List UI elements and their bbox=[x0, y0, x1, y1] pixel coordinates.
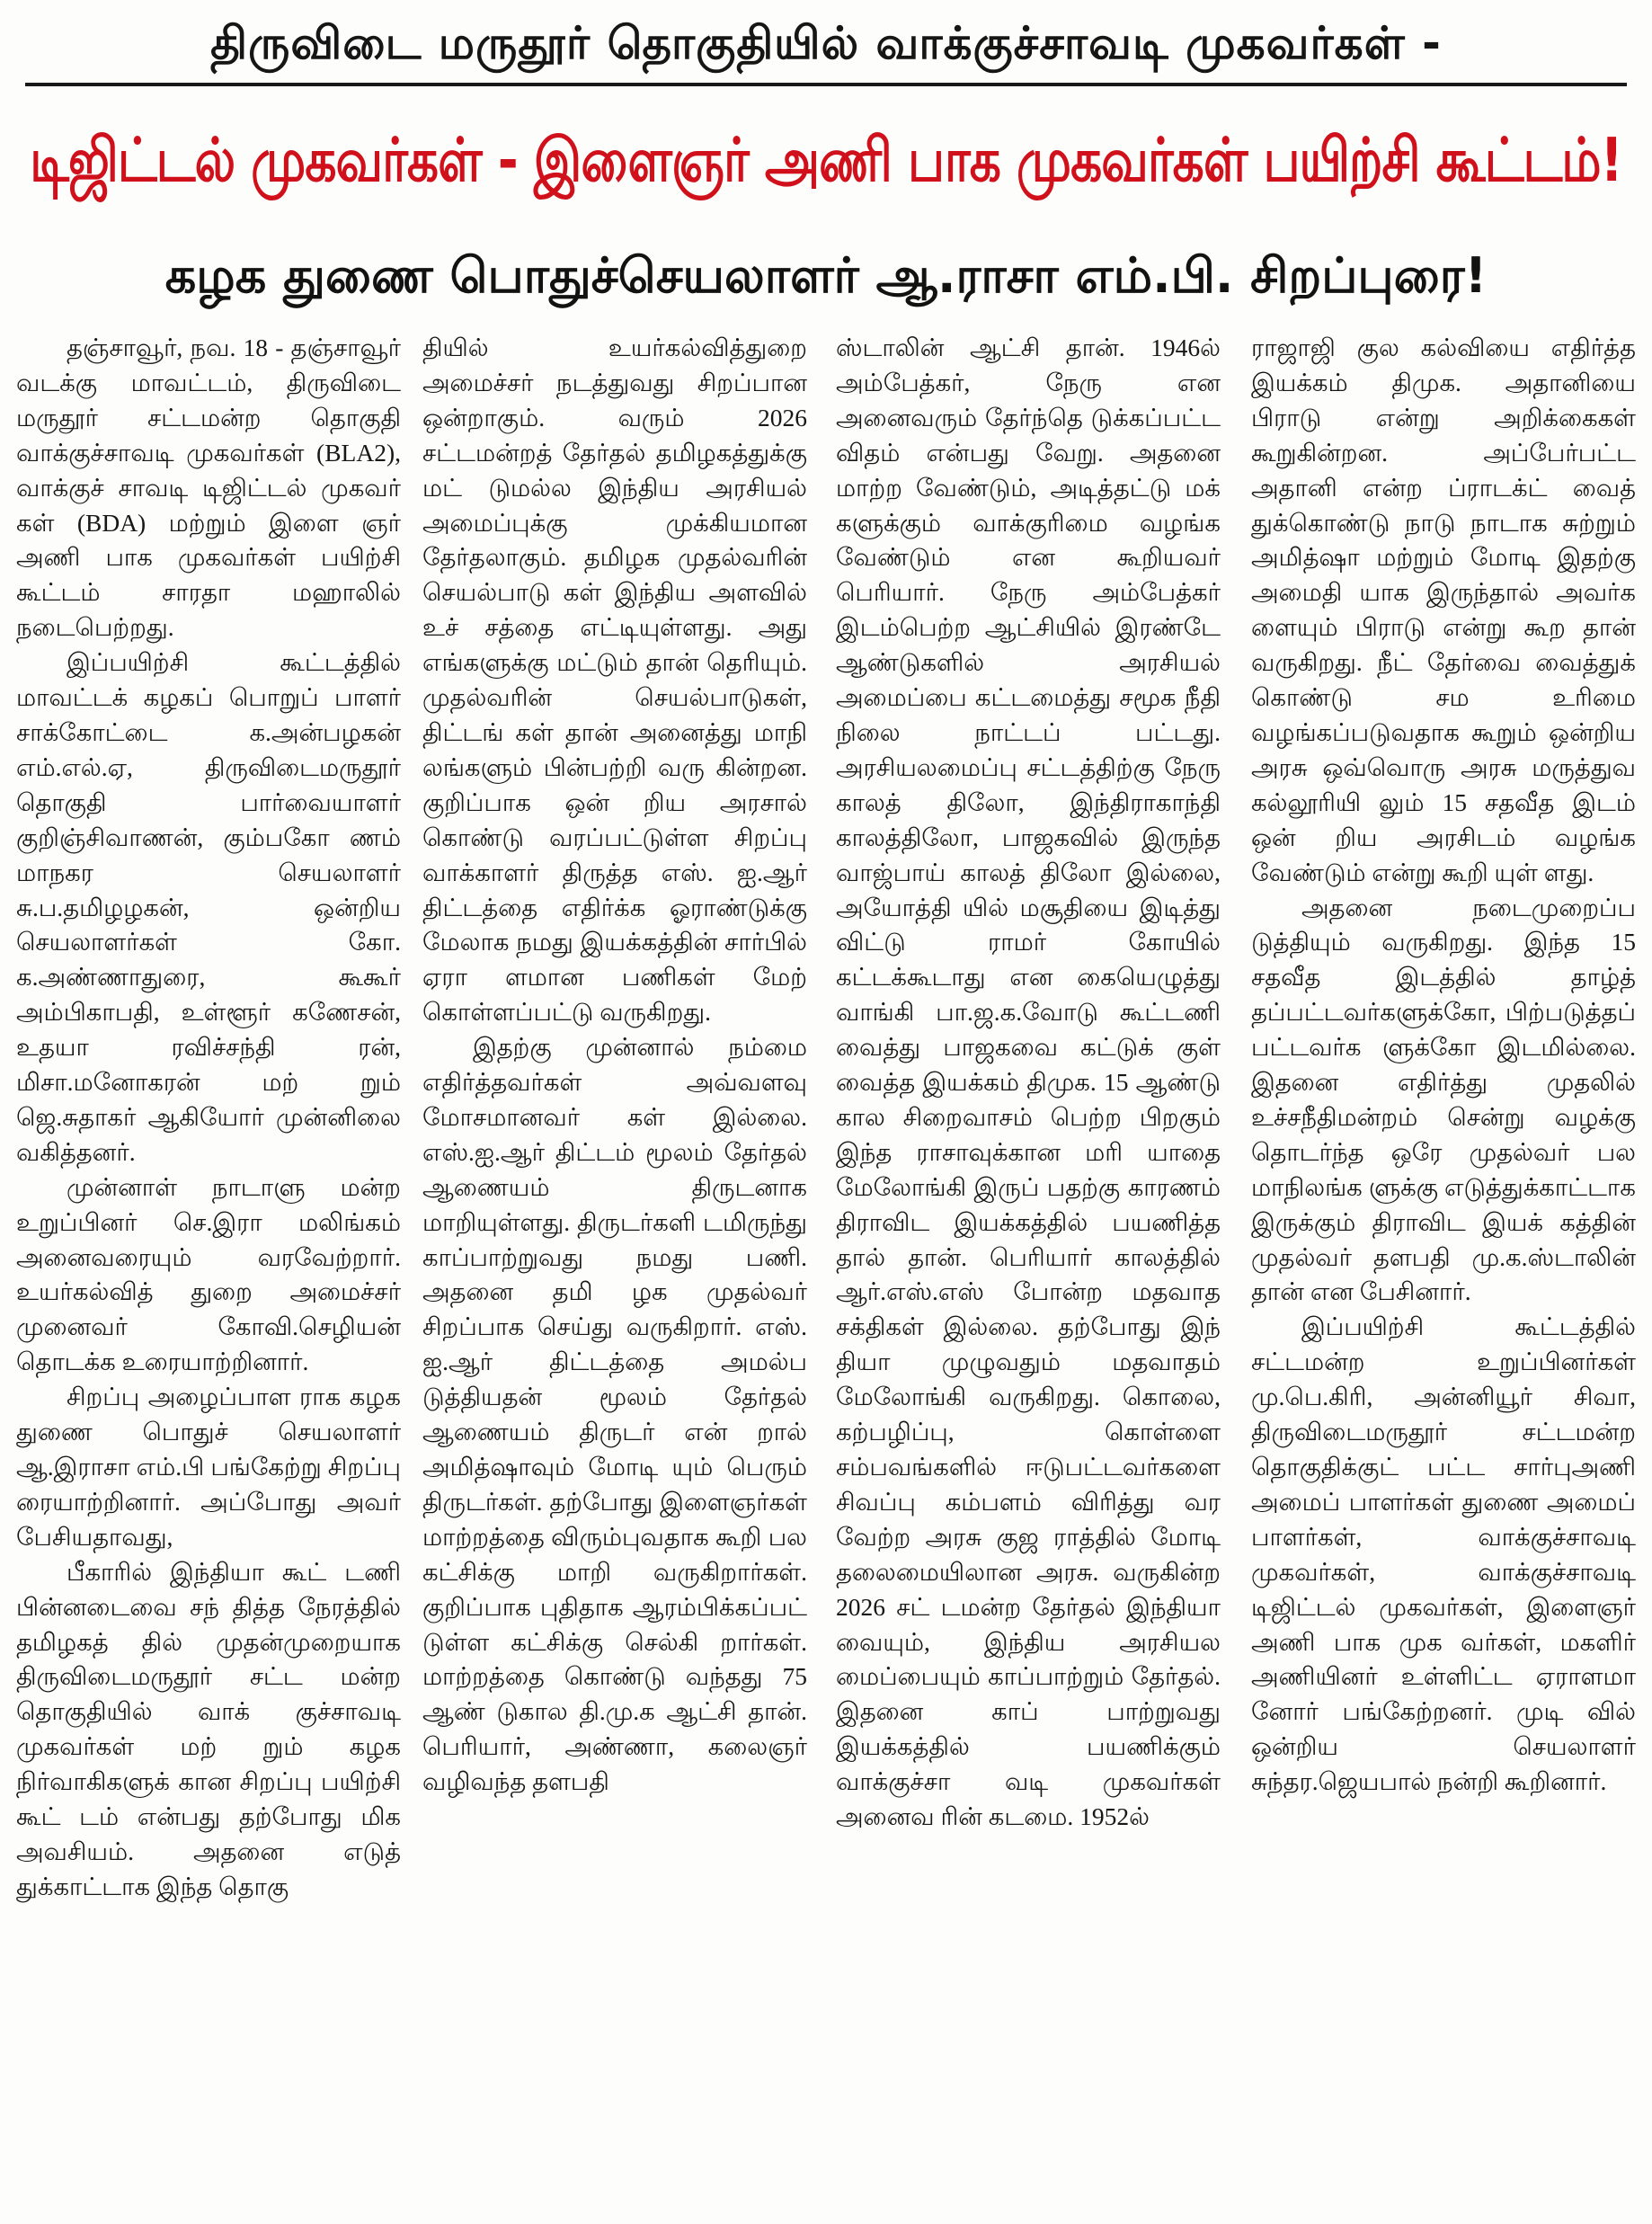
paragraph: தியில் உயர்கல்வித்துறை அமைச்சர் நடத்துவது சிறப்பான ஒன்றாகும். வரும் 2026 சட்டமன்றத் தேர்தல் தமிழகத்துக்கு மட் டுமல்ல இந்திய அரசியல் அமைப்புக்கு முக்கியமான தேர்தலாகும். தமிழக முதல்வரின் செயல்பாடு கள் இந்திய அளவில் உச் சத்தை எட்டியுள்ளது. அது எங்களுக்கு மட்டும் தான் தெரியும். முதல்வரின் செயல்பாடுகள், திட்டங் கள் தான் அனைத்து மாநி லங்களும் பின்பற்றி வரு கின்றன. குறிப்பாக ஒன் றிய அரசால் கொண்டு வரப்பட்டுள்ள சிறப்பு வாக்காளர் திருத்த எஸ். ஐ.ஆர் திட்டத்தை எதிர்க்க ஓராண்டுக்கு மேலாக நமது இயக்கத்தின் சார்பில் ஏரா ளமான பணிகள் மேற் கொள்ளப்பட்டு வருகிறது. bbox=[422, 334, 807, 1027]
paragraph: ஸ்டாலின் ஆட்சி தான். 1946ல் அம்பேத்கர், நேரு என அனைவரும் தேர்ந்தெ டுக்கப்பட்ட விதம் என்பது வேறு. அதனை மாற்ற வேண்டும், அடித்தட்டு மக் களுக்கும் வாக்குரிமை வழங்க வேண்டும் என கூறியவர் பெரியார். நேரு அம்பேத்கர் இடம்பெற்ற ஆட்சியில் இரண்டே ஆண்டுகளில் அரசியல் அமைப்பை கட்டமைத்து சமூக நீதி நிலை நாட்டப் பட்டது. அரசியலமைப்பு சட்டத்திற்கு நேரு காலத் திலோ, இந்திராகாந்தி காலத்திலோ, பாஜகவில் இருந்த வாஜ்பாய் காலத் திலோ இல்லை, அயோத்தி யில் மசூதியை இடித்து விட்டு ராமர் கோயில் கட்டக்கூடாது என கையெழுத்து வாங்கி பா.ஜ.க.வோடு கூட்டணி வைத்து பாஜகவை கட்டுக் குள் வைத்த இயக்கம் திமுக. 15 ஆண்டு கால சிறைவாசம் பெற்ற பிறகும் இந்த ராசாவுக்கான மரி யாதை மேலோங்கி இருப் பதற்கு காரணம் திராவிட இயக்கத்தில் பயணித்த தால் தான். பெரியார் காலத்தில் ஆர்.எஸ்.எஸ் போன்ற மதவாத சக்திகள் இல்லை. தற்போது இந் தியா முழுவதும் மதவாதம் மேலோங்கி வருகிறது. கொலை, கற்பழிப்பு, கொள்ளை சம்பவங்களில் ஈடுபட்டவர்களை சிவப்பு கம்பளம் விரித்து வர வேற்ற அரசு குஜ ராத்தில் மோடி தலைமையிலான அரசு. வருகின்ற 2026 சட் டமன்ற தேர்தல் இந்தியா வையும், இந்திய அரசியல மைப்பையும் காப்பாற்றும் தேர்தல். இதனை காப் பாற்றுவது இயக்கத்தில் பயணிக்கும் வாக்குச்சா வடி முகவர்கள் அனைவ ரின் கடமை. 1952ல் bbox=[836, 334, 1221, 1831]
paragraph: ராஜாஜி குல கல்வியை எதிர்த்த இயக்கம் திமுக. அதானியை பிராடு என்று அறிக்கைகள் கூறுகின்றன. அப்பேர்பட்ட அதானி என்ற ப்ராடக்ட் வைத் துக்கொண்டு நாடு நாடாக சுற்றும் அமித்ஷா மற்றும் மோடி இதற்கு அமைதி யாக இருந்தால் அவர்க ளையும் பிராடு என்று கூற தான் வருகிறது. நீட் தேர்வை வைத்துக் கொண்டு சம உரிமை வழங்கப்படுவதாக கூறும் ஒன்றிய அரசு ஒவ்வொரு அரசு மருத்துவ கல்லூரியி லும் 15 சதவீத இடம் ஒன் றிய அரசிடம் வழங்க வேண்டும் என்று கூறி யுள் ளது. bbox=[1251, 334, 1636, 886]
article-column-2 bbox=[422, 331, 807, 2215]
paragraph: சிறப்பு அழைப்பாள ராக கழக துணை பொதுச் செயலாளர் ஆ.இராசா எம்.பி பங்கேற்று சிறப்பு ரையாற்றினார். அப்போது அவர் பேசியதாவது, bbox=[16, 1383, 401, 1551]
headline-line-2: டிஜிட்டல் முகவர்கள் - இளைஞர் அணி பாக முகவர்கள் பயிற்சி கூட்டம்! bbox=[30, 124, 1622, 196]
paragraph: இதற்கு முன்னால் நம்மை எதிர்த்தவர்கள் அவ்வளவு மோசமானவர் கள் இல்லை. எஸ்.ஐ.ஆர் திட்டம் மூலம் தேர்தல் ஆணையம் திருடனாக மாறியுள்ளது. திருடர்களி டமிருந்து காப்பாற்றுவது நமது பணி. அதனை தமி ழக முதல்வர் சிறப்பாக செய்து வருகிறார். எஸ். ஐ.ஆர் திட்டத்தை அமல்ப டுத்தியதன் மூலம் தேர்தல் ஆணையம் திருடர் என் றால் அமித்ஷாவும் மோடி யும் பெரும் திருடர்கள். தற்போது இளைஞர்கள் மாற்றத்தை விரும்புவதாக கூறி பல கட்சிக்கு மாறி வருகிறார்கள். குறிப்பாக புதிதாக ஆரம்பிக்கப்பட் டுள்ள கட்சிக்கு செல்கி றார்கள். மாற்றத்தை கொண்டு வந்தது 75 ஆண் டுகால தி.மு.க ஆட்சி தான். பெரியார், அண்ணா, கலைஞர் வழிவந்த தளபதி bbox=[422, 1033, 807, 1796]
headline-underline bbox=[25, 83, 1627, 86]
paragraph-dateline: தஞ்சாவூர், நவ. 18 - தஞ்சாவூர் வடக்கு மாவட்டம், திருவிடை மருதூர் சட்டமன்ற தொகுதி வாக்குச்சாவடி முகவர்கள் (BLA2), வாக்குச் சாவடி டிஜிட்டல் முகவர் கள் (BDA) மற்றும் இளை ஞர் அணி பாக முகவர்கள் பயிற்சி கூட்டம் சாரதா மஹாலில் நடைபெற்றது. bbox=[16, 334, 401, 642]
headline-line-3: கழக துணை பொதுச்செயலாளர் ஆ.ராசா எம்.பி. சிறப்புரை! bbox=[164, 247, 1488, 304]
paragraph: முன்னாள் நாடாளு மன்ற உறுப்பினர் செ.இரா மலிங்கம் அனைவரையும் வரவேற்றார். உயர்கல்வித் துறை அமைச்சர் முனைவர் கோவி.செழியன் தொடக்க உரையாற்றினார். bbox=[16, 1172, 401, 1376]
article-column-4 bbox=[1251, 331, 1636, 2215]
headline-line-1: திருவிடை மருதூர் தொகுதியில் வாக்குச்சாவடி முகவர்கள் - bbox=[210, 17, 1442, 69]
paragraph: பீகாரில் இந்தியா கூட் டணி பின்னடைவை சந் தித்த நேரத்தில் தமிழகத் தில் முதன்முறையாக திருவிடைமருதூர் சட்ட மன்ற தொகுதியில் வாக் குச்சாவடி முகவர்கள் மற் றும் கழக நிர்வாகிகளுக் கான சிறப்பு பயிற்சி கூட் டம் என்பது தற்போது மிக அவசியம். அதனை எடுத் துக்காட்டாக இந்த தொகு bbox=[16, 1557, 401, 1900]
article-column-3 bbox=[836, 331, 1221, 2215]
paragraph: அதனை நடைமுறைப்ப டுத்தியும் வருகிறது. இந்த 15 சதவீத இடத்தில் தாழ்த் தப்பட்டவர்களுக்கோ, பிற்படுத்தப் பட்டவர்க ளுக்கோ இடமில்லை. இதனை எதிர்த்து முதலில் உச்சநீதிமன்றம் சென்று வழக்கு தொடர்ந்த ஒரே முதல்வர் பல மாநிலங்க ளுக்கு எடுத்துக்காட்டாக இருக்கும் திராவிட இயக் கத்தின் முதல்வர் தளபதி மு.க.ஸ்டாலின் தான் என பேசினார். bbox=[1251, 893, 1636, 1306]
paragraph: இப்பயிற்சி கூட்டத்தில் மாவட்டக் கழகப் பொறுப் பாளர் சாக்கோட்டை க.அன்பழகன் எம்.எல்.ஏ, திருவிடைமருதூர் தொகுதி பார்வையாளர் குறிஞ்சிவாணன், கும்பகோ ணம் மாநகர செயலாளர் சு.ப.தமிழழகன், ஒன்றிய செயலாளர்கள் கோ. க.அண்ணாதுரை, கூகூர் அம்பிகாபதி, உள்ளூர் கணேசன், உதயா ரவிச்சந்தி ரன், மிசா.மனோகரன் மற் றும் ஜெ.சுதாகர் ஆகியோர் முன்னிலை வகித்தனர். bbox=[16, 648, 401, 1166]
article-column-1 bbox=[16, 331, 401, 2215]
paragraph: இப்பயிற்சி கூட்டத்தில் சட்டமன்ற உறுப்பினர்கள் மு.பெ.கிரி, அன்னியூர் சிவா, திருவிடைமருதூர் சட்டமன்ற தொகுதிக்குட் பட்ட சார்புஅணி அமைப் பாளர்கள் துணை அமைப் பாளர்கள், வாக்குச்சாவடி முகவர்கள், வாக்குச்சாவடி டிஜிட்டல் முகவர்கள், இளைஞர் அணி பாக முக வர்கள், மகளிர் அணியினர் உள்ளிட்ட ஏராளமா னோர் பங்கேற்றனர். முடி வில் ஒன்றிய செயலாளர் சுந்தர.ஜெயபால் நன்றி கூறினார். bbox=[1251, 1312, 1636, 1796]
